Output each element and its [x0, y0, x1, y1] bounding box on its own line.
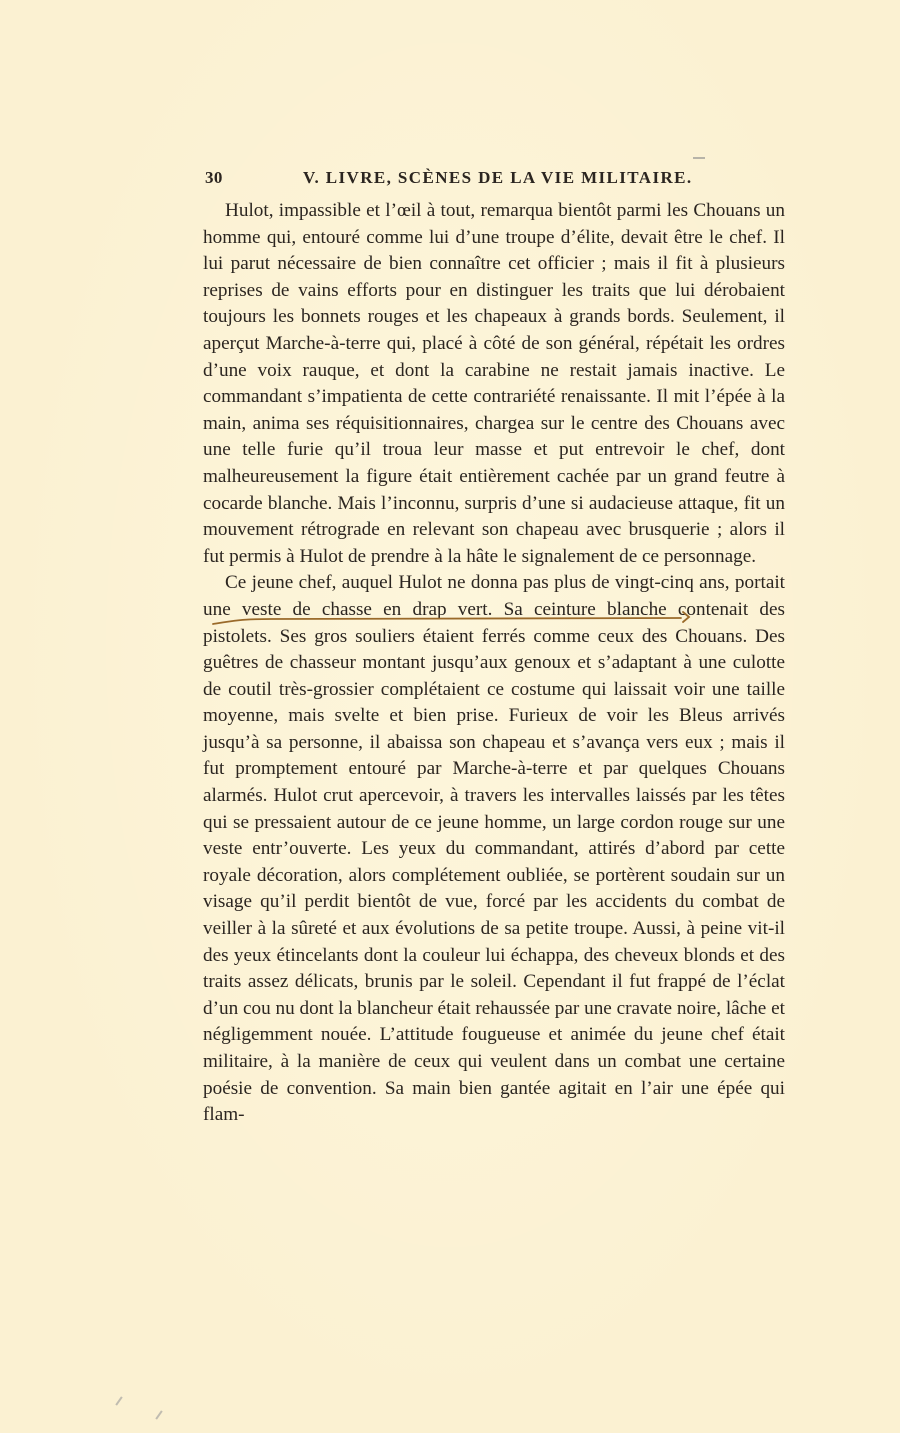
stray-pencil-mark — [115, 1396, 122, 1405]
stray-pencil-mark — [693, 157, 705, 159]
running-head-title: V. LIVRE, SCÈNES DE LA VIE MILITAIRE. — [303, 168, 693, 187]
paragraph: Ce jeune chef, auquel Hulot ne donna pas plus de vingt-cinq ans, portait une veste de chasse en drap vert. Sa ceinture blanche contenait des pistolets. Ses gros souliers étaient ferrés comme ceux des Chouans. Des guêtres de chasseur montant jusqu’aux genoux et s’adaptant à une culotte de coutil très-grossier complétaient ce costume qui laissait voir une taille moyenne, mais svelte et bien prise. Furieux de voir les Bleus arrivés jusqu’à sa personne, il abaissa son chapeau et s’avança vers eux ; mais il fut promptement entouré par Marche-à-terre et par quelques Chouans alarmés. Hulot crut apercevoir, à travers les intervalles laissés par les têtes qui se pressaient autour de ce jeune homme, un large cordon rouge sur une veste entr’ouverte. Les yeux du commandant, attirés d’abord par cette royale décoration, alors complétement oubliée, se portèrent soudain sur un visage qu’il perdit bientôt de vue, forcé par les accidents du combat de veiller à la sûreté et aux évolutions de sa petite troupe. Aussi, à peine vit-il des yeux étincelants dont la couleur lui échappa, des cheveux blonds et des traits assez délicats, brunis par le soleil. Cependant il fut frappé de l’éclat d’un cou nu dont la blancheur était rehaussée par une cravate noire, lâche et négligemment nouée. L’attitude fougueuse et animée du jeune chef était militaire, à la manière de ceux qui veulent dans un combat une certaine poésie de convention. Sa main bien gantée agitait en l’air une épée qui flam- — [203, 572, 785, 1126]
paragraph: Hulot, impassible et l’œil à tout, remarqua bientôt parmi les Chouans un homme qui, entouré comme lui d’une troupe d’élite, devait être le chef. Il lui parut nécessaire de bien connaître cet officier ; mais il fit à plusieurs reprises de vains efforts pour en distinguer les traits que lui dérobaient toujours les bonnets rouges et les chapeaux à grands bords. Seulement, il aperçut Marche-à-terre qui, placé à côté de son général, répétait les ordres d’une voix rauque, et dont la carabine ne restait jamais inactive. Le commandant s’impatienta de cette contrariété renaissante. Il mit l’épée à la main, anima ses réquisitionnaires, chargea sur le centre des Chouans avec une telle furie qu’il troua leur masse et put entrevoir le chef, dont malheureusement la figure était entièrement cachée par un grand feutre à cocarde blanche. Mais l’inconnu, surpris d’une si audacieuse attaque, fit un mouvement rétrograde en relevant son chapeau avec brusquerie ; alors il fut permis à Hulot de prendre à la hâte le signalement de ce personnage. — [203, 200, 785, 567]
stray-pencil-mark — [155, 1410, 162, 1419]
body-text — [203, 198, 785, 1129]
running-head — [205, 168, 785, 194]
page-number: 30 — [205, 168, 223, 187]
